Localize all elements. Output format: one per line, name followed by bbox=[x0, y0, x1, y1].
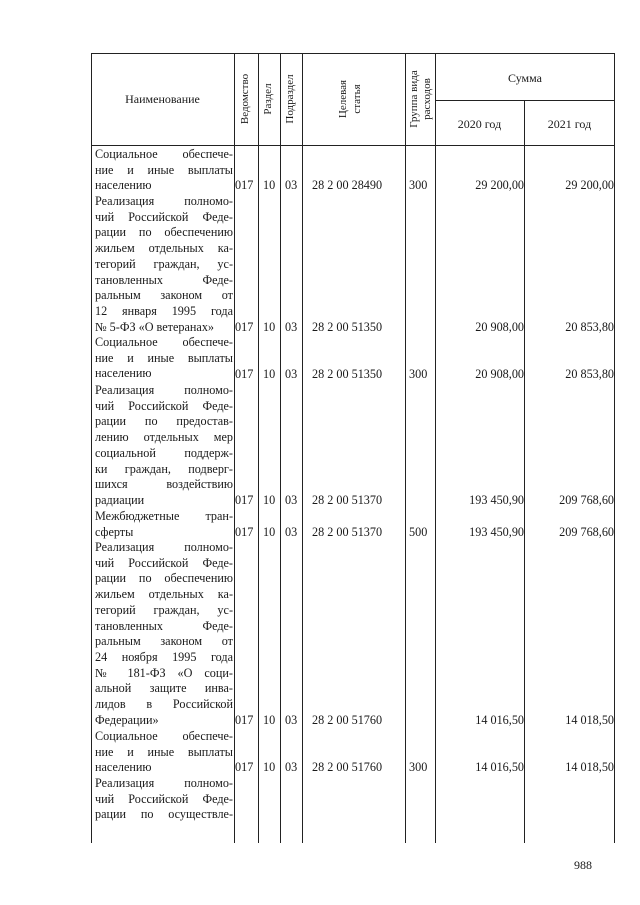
cell-podrazdel: 03 bbox=[285, 178, 298, 192]
cell-razdel: 10 bbox=[263, 493, 276, 507]
cell-sum-2021: 209 768,60 bbox=[559, 525, 614, 539]
cell-razdel: 10 bbox=[263, 178, 276, 192]
header-year-2021: 2021 год bbox=[547, 117, 592, 131]
cell-podrazdel: 03 bbox=[285, 525, 298, 539]
cell-group: 300 bbox=[409, 760, 428, 774]
cell-sum-2020: 20 908,00 bbox=[475, 320, 524, 334]
cell-podrazdel: 03 bbox=[285, 713, 298, 727]
header-year-2020: 2020 год bbox=[457, 117, 502, 131]
table-row-name: Реализация полномо- чий Российской Феде- рации по осуществле- bbox=[95, 776, 233, 822]
cell-group: 500 bbox=[409, 525, 428, 539]
header-gruppa-line1: Группа вида bbox=[408, 70, 420, 128]
header-summa: Сумма bbox=[508, 71, 542, 85]
cell-razdel: 10 bbox=[263, 367, 276, 381]
table-row-name: Реализация полномо- чий Российской Феде- рации по обеспечению жильем отдельных ка- тегорий граждан, ус- тановленных Феде- ральным законом от 12 января 1995 года № 5-ФЗ «О ветеранах» bbox=[95, 194, 233, 334]
cell-target: 28 2 00 51370 bbox=[312, 493, 383, 507]
cell-podrazdel: 03 bbox=[285, 493, 298, 507]
cell-sum-2020: 14 016,50 bbox=[475, 760, 524, 774]
cell-razdel: 10 bbox=[263, 713, 276, 727]
header-vedomstvo: Ведомство bbox=[239, 73, 251, 125]
cell-sum-2020: 193 450,90 bbox=[469, 525, 524, 539]
cell-vedomstvo: 017 bbox=[235, 178, 254, 192]
table-row-name: Реализация полномо- чий Российской Феде- рации по обеспечению жильем отдельных ка- тегорий граждан, ус- тановленных Феде- ральным законом от 24 ноября 1995 года № 181-ФЗ «О соци- альной защите инва- лидов в Российской Федерации» bbox=[95, 540, 233, 727]
table-border-right bbox=[614, 53, 615, 843]
cell-vedomstvo: 017 bbox=[235, 367, 254, 381]
cell-razdel: 10 bbox=[263, 525, 276, 539]
cell-target: 28 2 00 51350 bbox=[312, 367, 383, 381]
cell-podrazdel: 03 bbox=[285, 760, 298, 774]
cell-target: 28 2 00 28490 bbox=[312, 178, 383, 192]
table-border-top bbox=[91, 53, 615, 54]
cell-sum-2021: 14 018,50 bbox=[565, 760, 614, 774]
header-name-column: Наименование bbox=[125, 92, 200, 106]
page-number: 988 bbox=[574, 858, 592, 872]
header-podrazdel: Подраздел bbox=[284, 74, 296, 124]
cell-vedomstvo: 017 bbox=[235, 493, 254, 507]
cell-sum-2020: 14 016,50 bbox=[475, 713, 524, 727]
table-row-name: Межбюджетные тран- сферты bbox=[95, 509, 233, 539]
column-divider bbox=[258, 53, 259, 843]
cell-sum-2020: 193 450,90 bbox=[469, 493, 524, 507]
cell-target: 28 2 00 51760 bbox=[312, 760, 383, 774]
table-row-name: Реализация полномо- чий Российской Феде- рации по предостав- лению отдельных мер социальной поддерж- ки граждан, подверг- шихся воздействию радиации bbox=[95, 383, 233, 507]
cell-target: 28 2 00 51350 bbox=[312, 320, 383, 334]
cell-podrazdel: 03 bbox=[285, 320, 298, 334]
column-divider bbox=[524, 100, 525, 843]
cell-razdel: 10 bbox=[263, 760, 276, 774]
header-celevaya-line1: Целевая bbox=[337, 79, 349, 119]
cell-sum-2020: 20 908,00 bbox=[475, 367, 524, 381]
table-row-name: Социальное обеспече- ние и иные выплаты населению bbox=[95, 147, 233, 193]
cell-razdel: 10 bbox=[263, 320, 276, 334]
cell-sum-2021: 29 200,00 bbox=[565, 178, 614, 192]
column-divider bbox=[302, 53, 303, 843]
table-row-name: Социальное обеспече- ние и иные выплаты населению bbox=[95, 729, 233, 775]
cell-target: 28 2 00 51370 bbox=[312, 525, 383, 539]
header-razdel: Раздел bbox=[262, 83, 274, 115]
cell-vedomstvo: 017 bbox=[235, 320, 254, 334]
cell-sum-2021: 20 853,80 bbox=[565, 320, 614, 334]
header-bottom-border bbox=[91, 145, 615, 146]
table-border-left bbox=[91, 53, 92, 843]
cell-vedomstvo: 017 bbox=[235, 760, 254, 774]
cell-vedomstvo: 017 bbox=[235, 525, 254, 539]
header-gruppa-line2: расходов bbox=[421, 78, 433, 120]
cell-sum-2021: 14 018,50 bbox=[565, 713, 614, 727]
cell-sum-2020: 29 200,00 bbox=[475, 178, 524, 192]
cell-podrazdel: 03 bbox=[285, 367, 298, 381]
column-divider bbox=[405, 53, 406, 843]
cell-group: 300 bbox=[409, 367, 428, 381]
cell-target: 28 2 00 51760 bbox=[312, 713, 383, 727]
cell-vedomstvo: 017 bbox=[235, 713, 254, 727]
cell-sum-2021: 20 853,80 bbox=[565, 367, 614, 381]
header-celevaya-line2: статья bbox=[351, 84, 363, 114]
cell-group: 300 bbox=[409, 178, 428, 192]
table-row-name: Социальное обеспече- ние и иные выплаты населению bbox=[95, 335, 233, 381]
column-divider bbox=[280, 53, 281, 843]
summa-divider bbox=[435, 100, 615, 101]
cell-sum-2021: 209 768,60 bbox=[559, 493, 614, 507]
